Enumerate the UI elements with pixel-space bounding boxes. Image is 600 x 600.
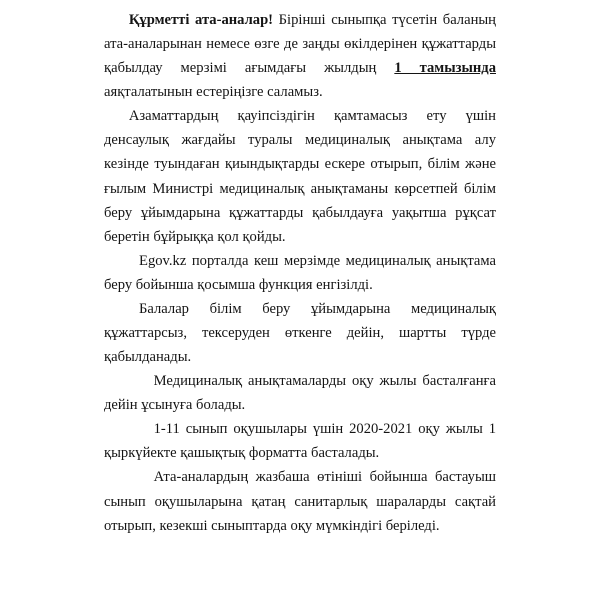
paragraph-duty-classes: [104, 465, 496, 537]
paragraph-duty-classes-text: Ата-аналардың жазбаша өтініші бойынша бастауыш сынып оқушыларына қатаң санитарлық шараларды сақтай отырып, кезекші сыныптарда оқу мүмкіндігі беріледі.: [104, 469, 496, 534]
paragraph-school-year-start: [104, 417, 496, 465]
paragraph-greeting: [104, 8, 496, 104]
paragraph-school-year-start-text: 1-11 сынып оқушылары үшін 2020-2021 оқу жылы 1 қыркүйекте қашықтық форматта басталады.: [104, 421, 496, 462]
paragraph-order: [104, 104, 496, 248]
greeting-heading: Құрметті ата-аналар!: [128, 12, 274, 28]
paragraph-conditional-admission: [104, 297, 496, 369]
paragraph-order-text: Азаматтардың қауіпсіздігін қамтамасыз ету үшін денсаулық жағдайы туралы медициналық анықтама алу кезінде туындаған қиындықтарды ескере отырып, білім және ғылым Министрі медициналық анықтаманы көрсетпей білім беру ұйымдарына құжаттарды қабылдауға уақытша рұқсат беретін бұйрыққа қол қойды.: [104, 108, 496, 245]
paragraph-egov-text: Egov.kz порталда кеш мерзімде медициналық анықтама беру бойынша қосымша функция енгізілді.: [104, 252, 496, 293]
paragraph-egov: [104, 249, 496, 297]
paragraph-conditional-admission-text: Балалар білім беру ұйымдарына медициналық құжаттарсыз, тексеруден өткенге дейін, шартты түрде қабылданады.: [104, 300, 496, 366]
paragraph-certificates-deadline-text: Медициналық анықтамаларды оқу жылы басталғанға дейін ұсынуға болады.: [104, 373, 496, 414]
document-body: [104, 8, 496, 538]
paragraph-certificates-deadline: [104, 369, 496, 417]
greeting-text-2: аяқталатынын естеріңізге саламыз.: [104, 84, 323, 101]
greeting-text-1: Бірінші сыныпқа түсетін баланың ата-аналарынан немесе өзге де заңды өкілдерінен құжаттарды қабылдау мерзімі ағымдағы жылдың: [104, 12, 496, 77]
deadline-date: 1 тамызында: [394, 60, 496, 77]
